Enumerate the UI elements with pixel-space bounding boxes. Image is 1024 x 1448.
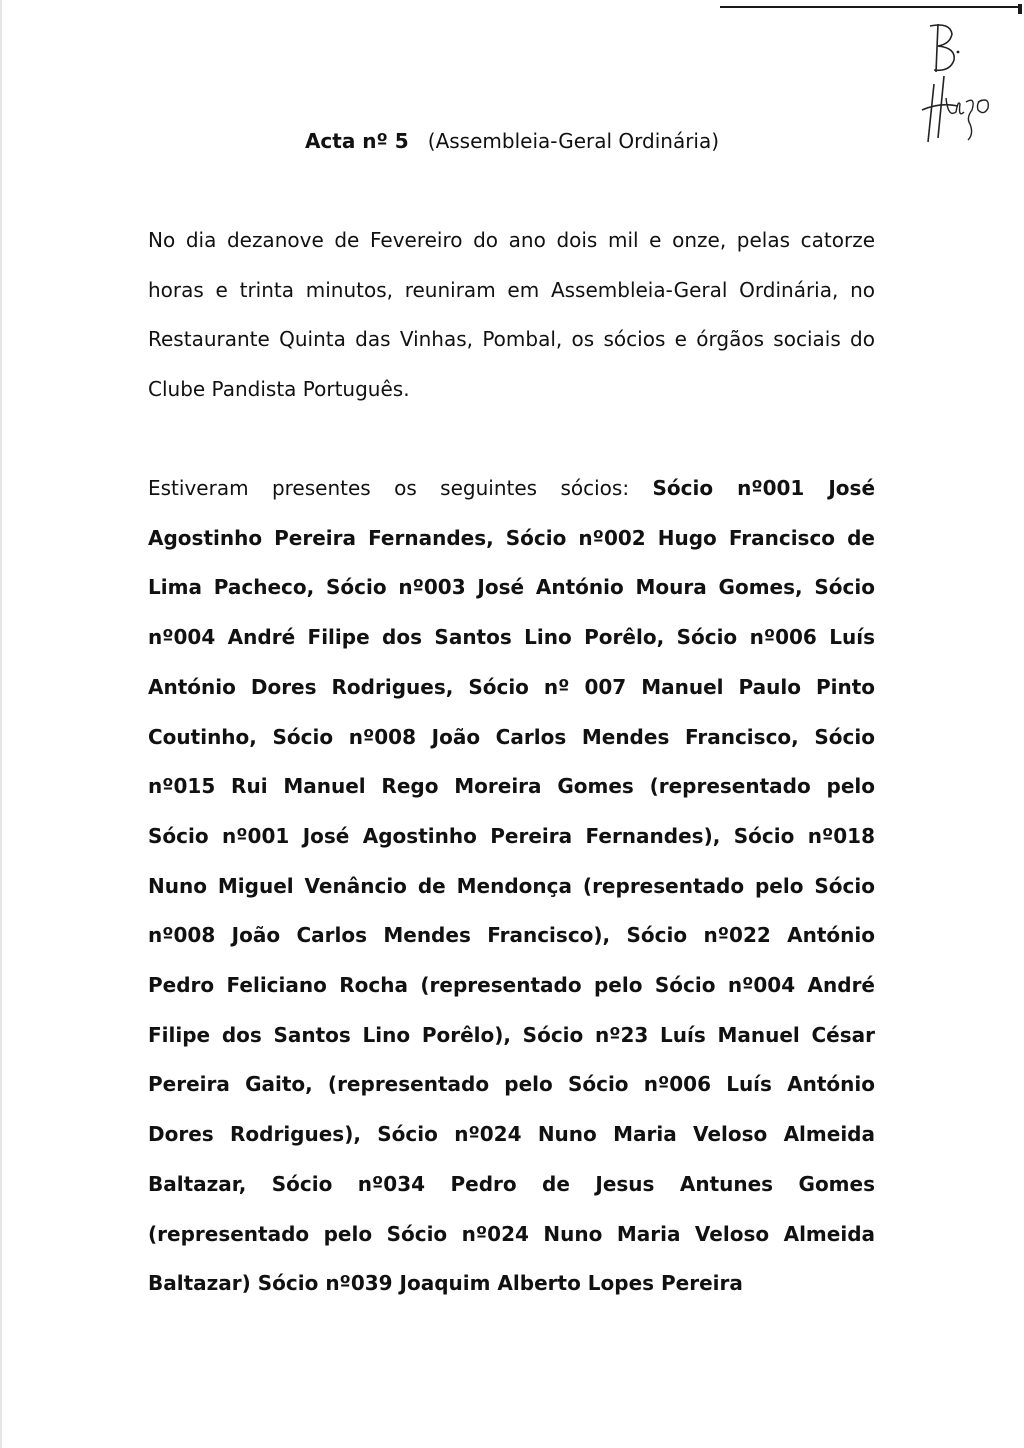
attendance-intro: Estiveram presentes os seguintes sócios:: [148, 476, 630, 500]
attendance-members-list: Sócio nº001 José Agostinho Pereira Fernandes, Sócio nº002 Hugo Francisco de Lima Pacheco, Sócio nº003 José António Moura Gomes, Sócio nº004 André Filipe dos Santos Lino Porêlo, Sócio nº006 Luís António Dores Rodrigues, Sócio nº 007 Manuel Paulo Pinto Coutinho, Sócio nº008 João Carlos Mendes Francisco, Sócio nº015 Rui Manuel Rego Moreira Gomes (representado pelo Sócio nº001 José Agostinho Pereira Fernandes), Sócio nº018 Nuno Miguel Venâncio de Mendonça (representado pelo Sócio nº008 João Carlos Mendes Francisco), Sócio nº022 António Pedro Feliciano Rocha (representado pelo Sócio nº004 André Filipe dos Santos Lino Porêlo), Sócio nº23 Luís Manuel César Pereira Gaito, (representado pelo Sócio nº006 Luís António Dores Rodrigues), Sócio nº024 Nuno Maria Veloso Almeida Baltazar, Sócio nº034 Pedro de Jesus Antunes Gomes (representado pelo Sócio nº024 Nuno Maria Veloso Almeida Baltazar) Sócio nº039 Joaquim Alberto Lopes Pereira: [148, 476, 876, 1296]
document-title: [0, 126, 1024, 156]
scan-edge-corner: [1018, 4, 1022, 14]
attendance-paragraph: [148, 464, 875, 1309]
scan-edge-top: [720, 6, 1020, 8]
scan-edge-left: [0, 0, 2, 1448]
opening-paragraph: No dia dezanove de Fevereiro do ano dois mil e onze, pelas catorze horas e trinta minutos, reuniram em Assembleia-Geral Ordinária, no Restaurante Quinta das Vinhas, Pombal, os sócios e órgãos sociais do Clube Pandista Português.: [148, 228, 875, 402]
title-assembly-type: (Assembleia-Geral Ordinária): [427, 129, 720, 153]
title-act-number: Acta nº 5: [304, 129, 409, 153]
handwritten-signature: [900, 14, 1000, 144]
